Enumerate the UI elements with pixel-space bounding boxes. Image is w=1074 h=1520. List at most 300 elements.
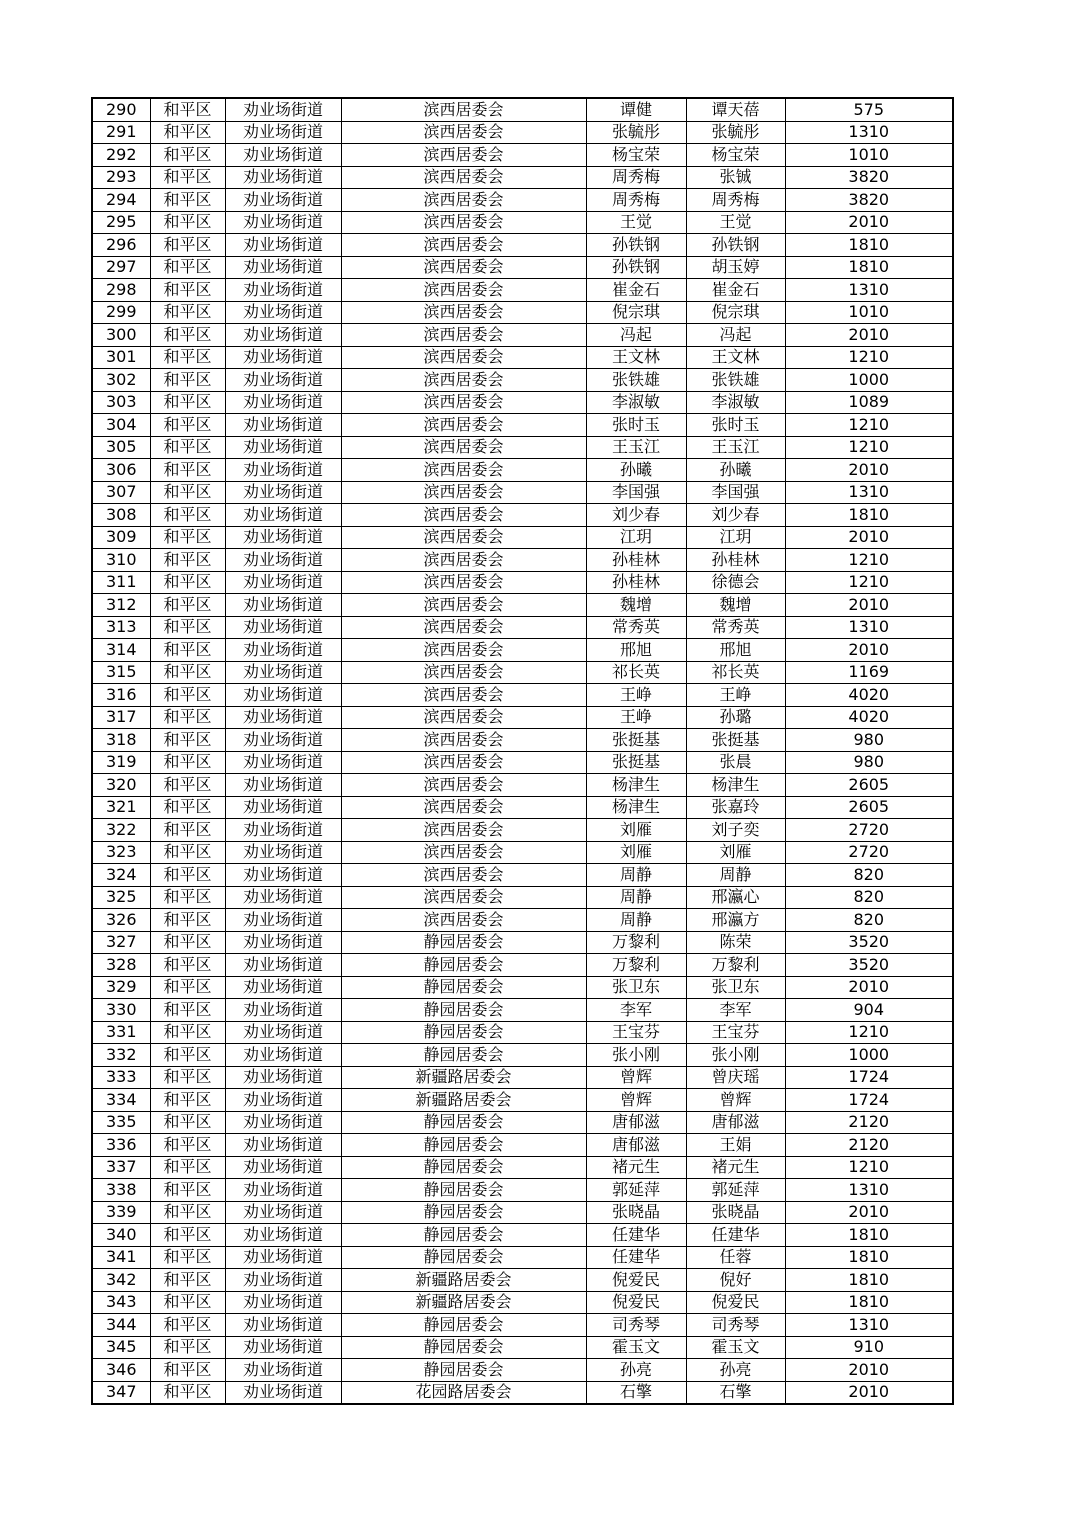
row-number-cell: 341 [92, 1246, 150, 1269]
committee-cell: 静园居委会 [341, 1224, 586, 1247]
row-number-cell: 305 [92, 436, 150, 459]
street-cell: 劝业场街道 [225, 414, 341, 437]
amount-cell: 1310 [785, 481, 953, 504]
member-cell: 张时玉 [686, 414, 785, 437]
table-row [92, 189, 953, 212]
committee-cell: 新疆路居委会 [341, 1291, 586, 1314]
committee-cell: 滨西居委会 [341, 796, 586, 819]
member-cell: 李军 [686, 999, 785, 1022]
row-number-cell: 345 [92, 1336, 150, 1359]
table-row [92, 931, 953, 954]
member-cell: 唐郁滋 [686, 1111, 785, 1134]
amount-cell: 3820 [785, 189, 953, 212]
street-cell: 劝业场街道 [225, 1359, 341, 1382]
table-row [92, 481, 953, 504]
applicant-cell: 曾辉 [586, 1089, 686, 1112]
street-cell: 劝业场街道 [225, 1381, 341, 1404]
row-number-cell: 304 [92, 414, 150, 437]
district-cell: 和平区 [150, 436, 225, 459]
applicant-cell: 张挺基 [586, 751, 686, 774]
street-cell: 劝业场街道 [225, 1134, 341, 1157]
committee-cell: 滨西居委会 [341, 549, 586, 572]
amount-cell: 1724 [785, 1066, 953, 1089]
committee-cell: 新疆路居委会 [341, 1066, 586, 1089]
district-cell: 和平区 [150, 1269, 225, 1292]
amount-cell: 1210 [785, 436, 953, 459]
amount-cell: 1169 [785, 661, 953, 684]
street-cell: 劝业场街道 [225, 211, 341, 234]
amount-cell: 1810 [785, 1224, 953, 1247]
committee-cell: 滨西居委会 [341, 819, 586, 842]
district-cell: 和平区 [150, 1381, 225, 1404]
street-cell: 劝业场街道 [225, 864, 341, 887]
member-cell: 倪爱民 [686, 1291, 785, 1314]
committee-cell: 滨西居委会 [341, 98, 586, 121]
applicant-cell: 王峥 [586, 684, 686, 707]
amount-cell: 2010 [785, 324, 953, 347]
district-cell: 和平区 [150, 1314, 225, 1337]
amount-cell: 2010 [785, 211, 953, 234]
committee-cell: 静园居委会 [341, 1044, 586, 1067]
street-cell: 劝业场街道 [225, 1291, 341, 1314]
applicant-cell: 周静 [586, 909, 686, 932]
table-row [92, 1314, 953, 1337]
amount-cell: 1210 [785, 1021, 953, 1044]
applicant-cell: 石擎 [586, 1381, 686, 1404]
member-cell: 张铁雄 [686, 369, 785, 392]
applicant-cell: 王玉江 [586, 436, 686, 459]
row-number-cell: 316 [92, 684, 150, 707]
member-cell: 孙亮 [686, 1359, 785, 1382]
committee-cell: 滨西居委会 [341, 369, 586, 392]
table-row [92, 391, 953, 414]
member-cell: 任蓉 [686, 1246, 785, 1269]
district-cell: 和平区 [150, 459, 225, 482]
street-cell: 劝业场街道 [225, 886, 341, 909]
street-cell: 劝业场街道 [225, 639, 341, 662]
amount-cell: 2120 [785, 1134, 953, 1157]
district-cell: 和平区 [150, 121, 225, 144]
table-row [92, 279, 953, 302]
table-row [92, 594, 953, 617]
row-number-cell: 306 [92, 459, 150, 482]
amount-cell: 1724 [785, 1089, 953, 1112]
committee-cell: 滨西居委会 [341, 639, 586, 662]
member-cell: 邢瀛心 [686, 886, 785, 909]
amount-cell: 2010 [785, 1201, 953, 1224]
street-cell: 劝业场街道 [225, 751, 341, 774]
committee-cell: 静园居委会 [341, 1111, 586, 1134]
amount-cell: 575 [785, 98, 953, 121]
table-row [92, 774, 953, 797]
district-cell: 和平区 [150, 166, 225, 189]
amount-cell: 1210 [785, 549, 953, 572]
member-cell: 司秀琴 [686, 1314, 785, 1337]
table-row [92, 1224, 953, 1247]
member-cell: 曾辉 [686, 1089, 785, 1112]
committee-cell: 新疆路居委会 [341, 1269, 586, 1292]
committee-cell: 滨西居委会 [341, 346, 586, 369]
row-number-cell: 290 [92, 98, 150, 121]
street-cell: 劝业场街道 [225, 526, 341, 549]
amount-cell: 1810 [785, 504, 953, 527]
applicant-cell: 张铁雄 [586, 369, 686, 392]
amount-cell: 2010 [785, 594, 953, 617]
table-row [92, 841, 953, 864]
row-number-cell: 314 [92, 639, 150, 662]
row-number-cell: 299 [92, 301, 150, 324]
district-cell: 和平区 [150, 234, 225, 257]
committee-cell: 静园居委会 [341, 1201, 586, 1224]
amount-cell: 1010 [785, 301, 953, 324]
table-row [92, 1246, 953, 1269]
committee-cell: 滨西居委会 [341, 729, 586, 752]
applicant-cell: 江玥 [586, 526, 686, 549]
street-cell: 劝业场街道 [225, 121, 341, 144]
street-cell: 劝业场街道 [225, 571, 341, 594]
committee-cell: 静园居委会 [341, 1021, 586, 1044]
member-cell: 孙曦 [686, 459, 785, 482]
member-cell: 李淑敏 [686, 391, 785, 414]
applicant-cell: 邢旭 [586, 639, 686, 662]
member-cell: 孙璐 [686, 706, 785, 729]
amount-cell: 1810 [785, 1269, 953, 1292]
committee-cell: 滨西居委会 [341, 436, 586, 459]
district-cell: 和平区 [150, 819, 225, 842]
applicant-cell: 谭健 [586, 98, 686, 121]
district-cell: 和平区 [150, 571, 225, 594]
district-cell: 和平区 [150, 414, 225, 437]
amount-cell: 1810 [785, 256, 953, 279]
street-cell: 劝业场街道 [225, 594, 341, 617]
applicant-cell: 唐郁滋 [586, 1134, 686, 1157]
row-number-cell: 346 [92, 1359, 150, 1382]
row-number-cell: 324 [92, 864, 150, 887]
applicant-cell: 周静 [586, 886, 686, 909]
table-row [92, 616, 953, 639]
row-number-cell: 319 [92, 751, 150, 774]
row-number-cell: 334 [92, 1089, 150, 1112]
member-cell: 江玥 [686, 526, 785, 549]
table-row [92, 121, 953, 144]
table-row [92, 1111, 953, 1134]
district-cell: 和平区 [150, 976, 225, 999]
table-row [92, 1044, 953, 1067]
street-cell: 劝业场街道 [225, 166, 341, 189]
street-cell: 劝业场街道 [225, 1201, 341, 1224]
applicant-cell: 周静 [586, 864, 686, 887]
applicant-cell: 郭延萍 [586, 1179, 686, 1202]
amount-cell: 1000 [785, 1044, 953, 1067]
district-cell: 和平区 [150, 189, 225, 212]
applicant-cell: 张小刚 [586, 1044, 686, 1067]
member-cell: 王峥 [686, 684, 785, 707]
row-number-cell: 344 [92, 1314, 150, 1337]
district-cell: 和平区 [150, 1291, 225, 1314]
street-cell: 劝业场街道 [225, 324, 341, 347]
amount-cell: 3520 [785, 931, 953, 954]
row-number-cell: 313 [92, 616, 150, 639]
table-row [92, 819, 953, 842]
committee-cell: 静园居委会 [341, 954, 586, 977]
member-cell: 李国强 [686, 481, 785, 504]
table-row [92, 1201, 953, 1224]
amount-cell: 1310 [785, 1314, 953, 1337]
street-cell: 劝业场街道 [225, 796, 341, 819]
member-cell: 郭延萍 [686, 1179, 785, 1202]
row-number-cell: 315 [92, 661, 150, 684]
street-cell: 劝业场街道 [225, 301, 341, 324]
committee-cell: 滨西居委会 [341, 661, 586, 684]
table-row [92, 346, 953, 369]
amount-cell: 904 [785, 999, 953, 1022]
district-cell: 和平区 [150, 1179, 225, 1202]
applicant-cell: 刘少春 [586, 504, 686, 527]
table-row [92, 459, 953, 482]
member-cell: 张铖 [686, 166, 785, 189]
street-cell: 劝业场街道 [225, 774, 341, 797]
district-cell: 和平区 [150, 639, 225, 662]
committee-cell: 滨西居委会 [341, 324, 586, 347]
district-cell: 和平区 [150, 369, 225, 392]
table-row [92, 1021, 953, 1044]
row-number-cell: 300 [92, 324, 150, 347]
street-cell: 劝业场街道 [225, 436, 341, 459]
district-cell: 和平区 [150, 661, 225, 684]
district-cell: 和平区 [150, 1021, 225, 1044]
district-cell: 和平区 [150, 279, 225, 302]
member-cell: 任建华 [686, 1224, 785, 1247]
applicant-cell: 万黎利 [586, 931, 686, 954]
committee-cell: 滨西居委会 [341, 751, 586, 774]
amount-cell: 1089 [785, 391, 953, 414]
committee-cell: 滨西居委会 [341, 189, 586, 212]
amount-cell: 2010 [785, 526, 953, 549]
district-cell: 和平区 [150, 504, 225, 527]
amount-cell: 4020 [785, 684, 953, 707]
street-cell: 劝业场街道 [225, 459, 341, 482]
district-cell: 和平区 [150, 886, 225, 909]
street-cell: 劝业场街道 [225, 1224, 341, 1247]
row-number-cell: 323 [92, 841, 150, 864]
row-number-cell: 309 [92, 526, 150, 549]
committee-cell: 滨西居委会 [341, 414, 586, 437]
committee-cell: 滨西居委会 [341, 571, 586, 594]
applicant-cell: 崔金石 [586, 279, 686, 302]
applicant-cell: 王宝芬 [586, 1021, 686, 1044]
member-cell: 王宝芬 [686, 1021, 785, 1044]
committee-cell: 静园居委会 [341, 1314, 586, 1337]
committee-cell: 滨西居委会 [341, 234, 586, 257]
applicant-cell: 杨津生 [586, 796, 686, 819]
district-cell: 和平区 [150, 1089, 225, 1112]
committee-cell: 滨西居委会 [341, 684, 586, 707]
district-cell: 和平区 [150, 1246, 225, 1269]
district-cell: 和平区 [150, 256, 225, 279]
table-row [92, 886, 953, 909]
row-number-cell: 322 [92, 819, 150, 842]
district-cell: 和平区 [150, 526, 225, 549]
row-number-cell: 320 [92, 774, 150, 797]
applicant-cell: 孙曦 [586, 459, 686, 482]
row-number-cell: 333 [92, 1066, 150, 1089]
row-number-cell: 292 [92, 144, 150, 167]
table-row [92, 504, 953, 527]
amount-cell: 820 [785, 886, 953, 909]
member-cell: 孙桂林 [686, 549, 785, 572]
committee-cell: 静园居委会 [341, 1134, 586, 1157]
applicant-cell: 任建华 [586, 1246, 686, 1269]
amount-cell: 1310 [785, 279, 953, 302]
row-number-cell: 331 [92, 1021, 150, 1044]
table-row [92, 1359, 953, 1382]
applicant-cell: 杨宝荣 [586, 144, 686, 167]
member-cell: 王娟 [686, 1134, 785, 1157]
amount-cell: 4020 [785, 706, 953, 729]
street-cell: 劝业场街道 [225, 189, 341, 212]
table-row [92, 144, 953, 167]
row-number-cell: 335 [92, 1111, 150, 1134]
district-cell: 和平区 [150, 1134, 225, 1157]
district-cell: 和平区 [150, 706, 225, 729]
district-cell: 和平区 [150, 211, 225, 234]
row-number-cell: 321 [92, 796, 150, 819]
amount-cell: 820 [785, 909, 953, 932]
member-cell: 祁长英 [686, 661, 785, 684]
amount-cell: 1310 [785, 121, 953, 144]
table-body [92, 98, 953, 1404]
row-number-cell: 317 [92, 706, 150, 729]
street-cell: 劝业场街道 [225, 1066, 341, 1089]
row-number-cell: 339 [92, 1201, 150, 1224]
committee-cell: 新疆路居委会 [341, 1089, 586, 1112]
table-row [92, 909, 953, 932]
member-cell: 魏增 [686, 594, 785, 617]
data-table [91, 97, 954, 1405]
table-row [92, 549, 953, 572]
table-row [92, 639, 953, 662]
row-number-cell: 336 [92, 1134, 150, 1157]
amount-cell: 980 [785, 751, 953, 774]
amount-cell: 1810 [785, 234, 953, 257]
row-number-cell: 301 [92, 346, 150, 369]
district-cell: 和平区 [150, 391, 225, 414]
table-row [92, 1089, 953, 1112]
street-cell: 劝业场街道 [225, 909, 341, 932]
street-cell: 劝业场街道 [225, 504, 341, 527]
district-cell: 和平区 [150, 301, 225, 324]
table-row [92, 706, 953, 729]
member-cell: 倪宗琪 [686, 301, 785, 324]
applicant-cell: 孙铁钢 [586, 256, 686, 279]
district-cell: 和平区 [150, 841, 225, 864]
member-cell: 刘子奕 [686, 819, 785, 842]
committee-cell: 静园居委会 [341, 1246, 586, 1269]
table-row [92, 1134, 953, 1157]
street-cell: 劝业场街道 [225, 369, 341, 392]
amount-cell: 910 [785, 1336, 953, 1359]
applicant-cell: 周秀梅 [586, 189, 686, 212]
committee-cell: 静园居委会 [341, 1179, 586, 1202]
table-row [92, 661, 953, 684]
member-cell: 谭天蓓 [686, 98, 785, 121]
street-cell: 劝业场街道 [225, 661, 341, 684]
row-number-cell: 302 [92, 369, 150, 392]
table-row [92, 684, 953, 707]
member-cell: 张小刚 [686, 1044, 785, 1067]
row-number-cell: 295 [92, 211, 150, 234]
table-row [92, 1336, 953, 1359]
amount-cell: 2010 [785, 459, 953, 482]
row-number-cell: 307 [92, 481, 150, 504]
amount-cell: 820 [785, 864, 953, 887]
applicant-cell: 张卫东 [586, 976, 686, 999]
member-cell: 周静 [686, 864, 785, 887]
table-row [92, 1291, 953, 1314]
district-cell: 和平区 [150, 616, 225, 639]
row-number-cell: 297 [92, 256, 150, 279]
street-cell: 劝业场街道 [225, 1336, 341, 1359]
row-number-cell: 296 [92, 234, 150, 257]
committee-cell: 静园居委会 [341, 999, 586, 1022]
row-number-cell: 318 [92, 729, 150, 752]
member-cell: 曾庆瑶 [686, 1066, 785, 1089]
applicant-cell: 李淑敏 [586, 391, 686, 414]
table-row [92, 864, 953, 887]
table-row [92, 1179, 953, 1202]
member-cell: 孙铁钢 [686, 234, 785, 257]
street-cell: 劝业场街道 [225, 616, 341, 639]
row-number-cell: 312 [92, 594, 150, 617]
amount-cell: 1010 [785, 144, 953, 167]
street-cell: 劝业场街道 [225, 1269, 341, 1292]
committee-cell: 滨西居委会 [341, 166, 586, 189]
row-number-cell: 294 [92, 189, 150, 212]
committee-cell: 静园居委会 [341, 976, 586, 999]
member-cell: 张毓彤 [686, 121, 785, 144]
amount-cell: 2120 [785, 1111, 953, 1134]
applicant-cell: 冯起 [586, 324, 686, 347]
applicant-cell: 霍玉文 [586, 1336, 686, 1359]
district-cell: 和平区 [150, 774, 225, 797]
row-number-cell: 293 [92, 166, 150, 189]
member-cell: 霍玉文 [686, 1336, 785, 1359]
member-cell: 褚元生 [686, 1156, 785, 1179]
applicant-cell: 王觉 [586, 211, 686, 234]
row-number-cell: 338 [92, 1179, 150, 1202]
row-number-cell: 325 [92, 886, 150, 909]
row-number-cell: 337 [92, 1156, 150, 1179]
district-cell: 和平区 [150, 1156, 225, 1179]
member-cell: 张晓晶 [686, 1201, 785, 1224]
street-cell: 劝业场街道 [225, 234, 341, 257]
street-cell: 劝业场街道 [225, 1314, 341, 1337]
amount-cell: 1210 [785, 346, 953, 369]
applicant-cell: 司秀琴 [586, 1314, 686, 1337]
amount-cell: 3520 [785, 954, 953, 977]
street-cell: 劝业场街道 [225, 819, 341, 842]
district-cell: 和平区 [150, 954, 225, 977]
amount-cell: 2010 [785, 1359, 953, 1382]
applicant-cell: 常秀英 [586, 616, 686, 639]
district-cell: 和平区 [150, 594, 225, 617]
member-cell: 王玉江 [686, 436, 785, 459]
district-cell: 和平区 [150, 1359, 225, 1382]
amount-cell: 1310 [785, 616, 953, 639]
table-row [92, 436, 953, 459]
district-cell: 和平区 [150, 549, 225, 572]
street-cell: 劝业场街道 [225, 346, 341, 369]
